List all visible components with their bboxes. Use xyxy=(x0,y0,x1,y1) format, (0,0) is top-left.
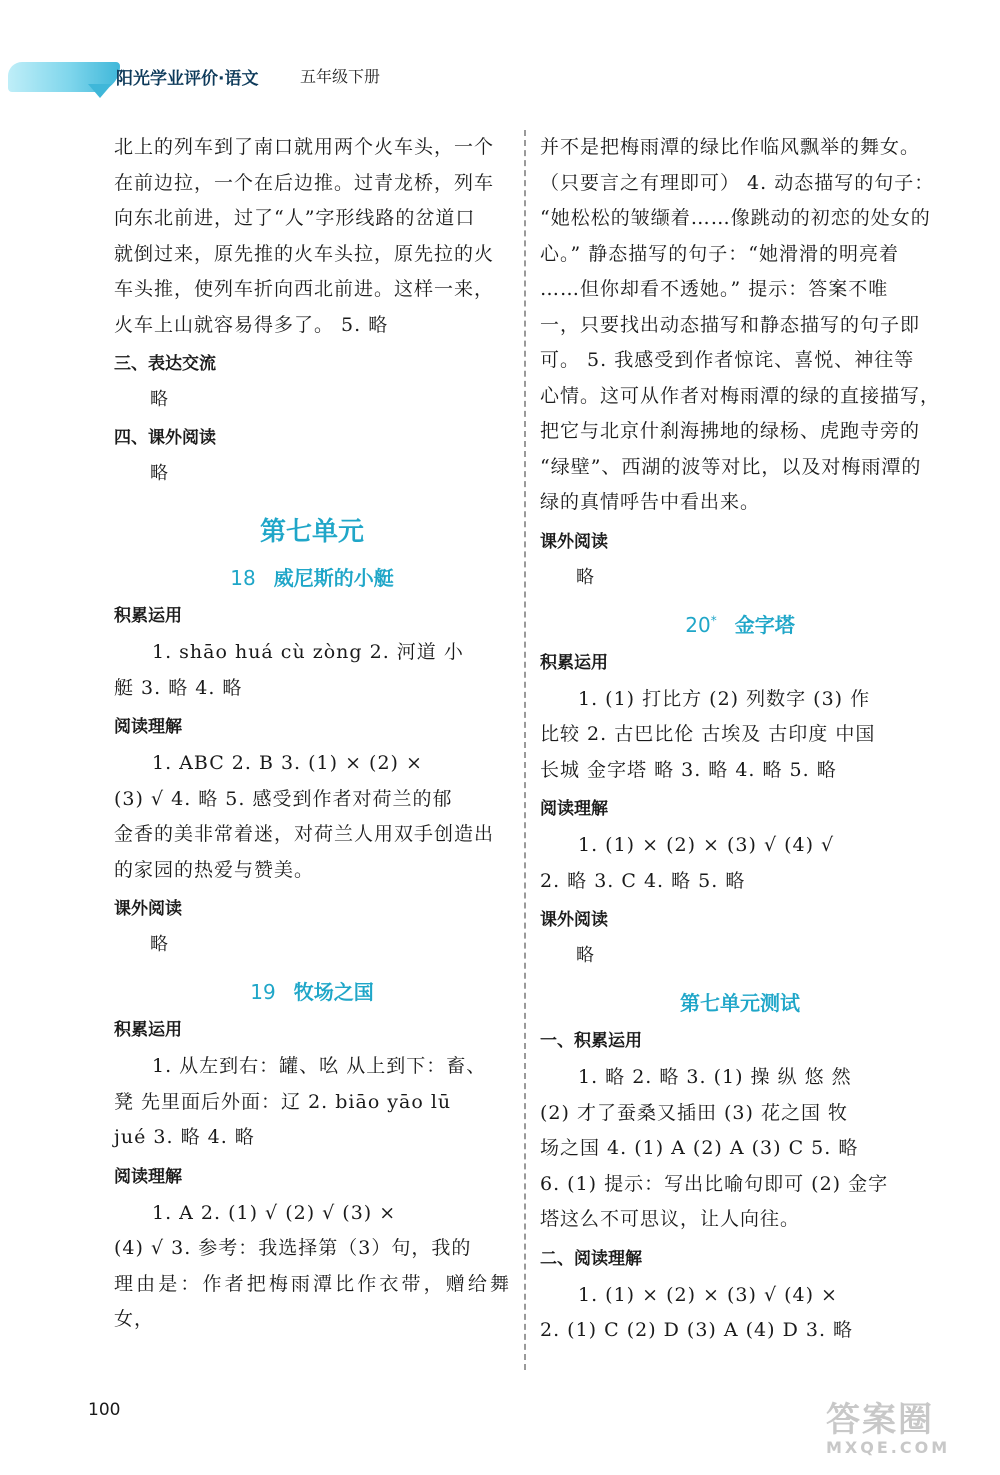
lesson-title xyxy=(114,976,510,1005)
text-line: (3) √ 4. 略 5. 感受到作者对荷兰的郁 xyxy=(114,787,453,810)
lesson-name: 牧场之国 xyxy=(293,980,374,1004)
watermark xyxy=(826,1402,956,1462)
section-heading: 课外阅读 xyxy=(114,899,182,919)
intro-paragraph xyxy=(114,130,510,343)
lesson-title xyxy=(114,562,510,591)
text-line: (4) √ 3. 参考：我选择第（3）句，我的 xyxy=(114,1237,472,1259)
unit-test-title: 第七单元测试 xyxy=(680,991,800,1015)
text-line: 北上的列车到了南口就用两个火车头，一个 xyxy=(114,136,495,158)
text-line: 塔这么不可思议，让人向往。 xyxy=(540,1208,801,1230)
lesson-number xyxy=(685,613,716,637)
lesson-number: 19 xyxy=(250,980,276,1004)
lesson-number-value: 20 xyxy=(685,612,711,637)
section-heading: 积累运用 xyxy=(540,652,608,673)
header-ribbon-tip xyxy=(88,84,112,98)
lesson-name: 威尼斯的小艇 xyxy=(273,566,394,590)
text-line: 2. (1) C (2) D (3) A (4) D 3. 略 xyxy=(540,1319,854,1341)
unit-title: 第七单元 xyxy=(259,517,364,547)
section-heading: 阅读理解 xyxy=(114,1166,182,1187)
section-heading: 积累运用 xyxy=(114,1020,182,1040)
text-line: 可。 5. 我感受到作者惊诧、喜悦、神往等 xyxy=(540,349,915,371)
answer-text: 略 xyxy=(576,566,594,588)
answer-paragraph xyxy=(540,1278,940,1349)
answer-paragraph xyxy=(114,1196,510,1338)
text-line: 1. (1) × (2) × (3) √ (4) × xyxy=(578,1283,838,1306)
answer-text: 略 xyxy=(150,389,168,410)
text-line: 心。” 静态描写的句子：“她滑滑的明亮着 xyxy=(540,242,899,265)
text-line: 车头推，使列车折向西北前进。这样一来， xyxy=(114,278,495,300)
text-line: 1. (1) 打比方 (2) 列数字 (3) 作 xyxy=(578,687,871,710)
text-line: 1. ABC 2. B 3. (1) × (2) × xyxy=(152,752,423,774)
right-column xyxy=(540,130,940,1349)
answer-text: 略 xyxy=(150,463,168,484)
text-line: 把它与北京什刹海拂地的绿杨、虎跑寺旁的 xyxy=(540,420,921,442)
section-heading: 一、积累运用 xyxy=(540,1031,642,1051)
left-column xyxy=(114,130,510,1338)
answer-paragraph xyxy=(540,1060,940,1238)
text-line: 1. 从左到右：罐、吆 从上到下：畜、 xyxy=(152,1055,487,1077)
text-line: 1. 略 2. 略 3. (1) 操 纵 悠 然 xyxy=(578,1066,852,1088)
answer-paragraph xyxy=(114,635,510,706)
watermark-main: 答案圈 xyxy=(826,1400,934,1440)
section-heading: 课外阅读 xyxy=(540,910,608,930)
text-line: “绿壁”、西湖的波等对比，以及对梅雨潭的 xyxy=(540,455,922,478)
text-line: 1. A 2. (1) √ (2) √ (3) × xyxy=(152,1201,397,1224)
text-line: jué 3. 略 4. 略 xyxy=(114,1126,255,1148)
answer-paragraph xyxy=(540,682,940,789)
text-line: 2. 略 3. C 4. 略 5. 略 xyxy=(540,869,746,892)
text-line: 理由是：作者把梅雨潭比作衣带，赠给舞女， xyxy=(114,1272,510,1330)
text-line: 1. (1) × (2) × (3) √ (4) √ xyxy=(578,834,835,856)
series-title: 阳光学业评价·语文 xyxy=(116,69,259,89)
text-line: 并不是把梅雨潭的绿比作临风飘举的舞女。 xyxy=(540,136,921,158)
text-line: 1. shāo huá cù zòng 2. 河道 小 xyxy=(152,641,464,663)
section-heading: 积累运用 xyxy=(114,606,182,626)
text-line: 长城 金字塔 略 3. 略 4. 略 5. 略 xyxy=(540,758,837,781)
text-line: 艇 3. 略 4. 略 xyxy=(114,676,243,699)
text-line: 绿的真情呼告中看出来。 xyxy=(540,491,761,513)
section-heading: 四、课外阅读 xyxy=(114,428,216,448)
continued-paragraph xyxy=(540,130,940,521)
answer-paragraph xyxy=(114,746,510,888)
text-line: 金香的美非常着迷，对荷兰人用双手创造出 xyxy=(114,823,495,845)
text-line: ……但你却看不透她。” 提示：答案不唯 xyxy=(540,278,889,300)
text-line: 在前边拉，一个在后边推。过青龙桥，列车 xyxy=(114,171,495,194)
section-heading: 阅读理解 xyxy=(540,799,608,819)
text-line: (2) 才了蚕桑又插田 (3) 花之国 牧 xyxy=(540,1101,848,1124)
text-line: 就倒过来，原先推的火车头拉，原先拉的火 xyxy=(114,242,495,265)
text-line: 比较 2. 古巴比伦 古埃及 古印度 中国 xyxy=(540,723,876,745)
text-line: 的家园的热爱与赞美。 xyxy=(114,858,315,881)
section-heading: 课外阅读 xyxy=(540,531,608,552)
text-line: 火车上山就容易得多了。 5. 略 xyxy=(114,313,389,336)
text-line: 场之国 4. (1) A (2) A (3) C 5. 略 xyxy=(540,1137,859,1159)
section-heading: 阅读理解 xyxy=(114,717,182,737)
watermark-domain: MXQE.COM xyxy=(826,1438,951,1457)
text-line: “她松松的皱缬着……像跳动的初恋的处女的 xyxy=(540,207,931,229)
answer-text: 略 xyxy=(576,945,594,966)
text-line: 心情。这可从作者对梅雨潭的绿的直接描写， xyxy=(540,384,941,407)
text-line: （只要言之有理即可） 4. 动态描写的句子： xyxy=(540,171,935,194)
optional-star: * xyxy=(710,612,717,627)
section-heading: 二、阅读理解 xyxy=(540,1248,642,1269)
text-line: 6. (1) 提示：写出比喻句即可 (2) 金字 xyxy=(540,1172,889,1195)
lesson-number: 18 xyxy=(230,566,256,590)
grade-label: 五年级下册 xyxy=(300,67,381,86)
lesson-name: 金字塔 xyxy=(734,612,795,637)
lesson-title xyxy=(540,609,940,638)
text-line: 一，只要找出动态描写和静态描写的句子即 xyxy=(540,313,921,336)
column-divider xyxy=(524,130,526,1370)
text-line: 向东北前进，过了“人”字形线路的岔道口 xyxy=(114,207,476,229)
text-line: 凳 先里面后外面：辽 2. biāo yāo lū xyxy=(114,1090,452,1113)
page-number: 100 xyxy=(88,1400,121,1420)
answer-paragraph xyxy=(114,1049,510,1156)
answer-text: 略 xyxy=(150,934,168,955)
answer-paragraph xyxy=(540,828,940,899)
section-heading: 三、表达交流 xyxy=(114,354,216,374)
